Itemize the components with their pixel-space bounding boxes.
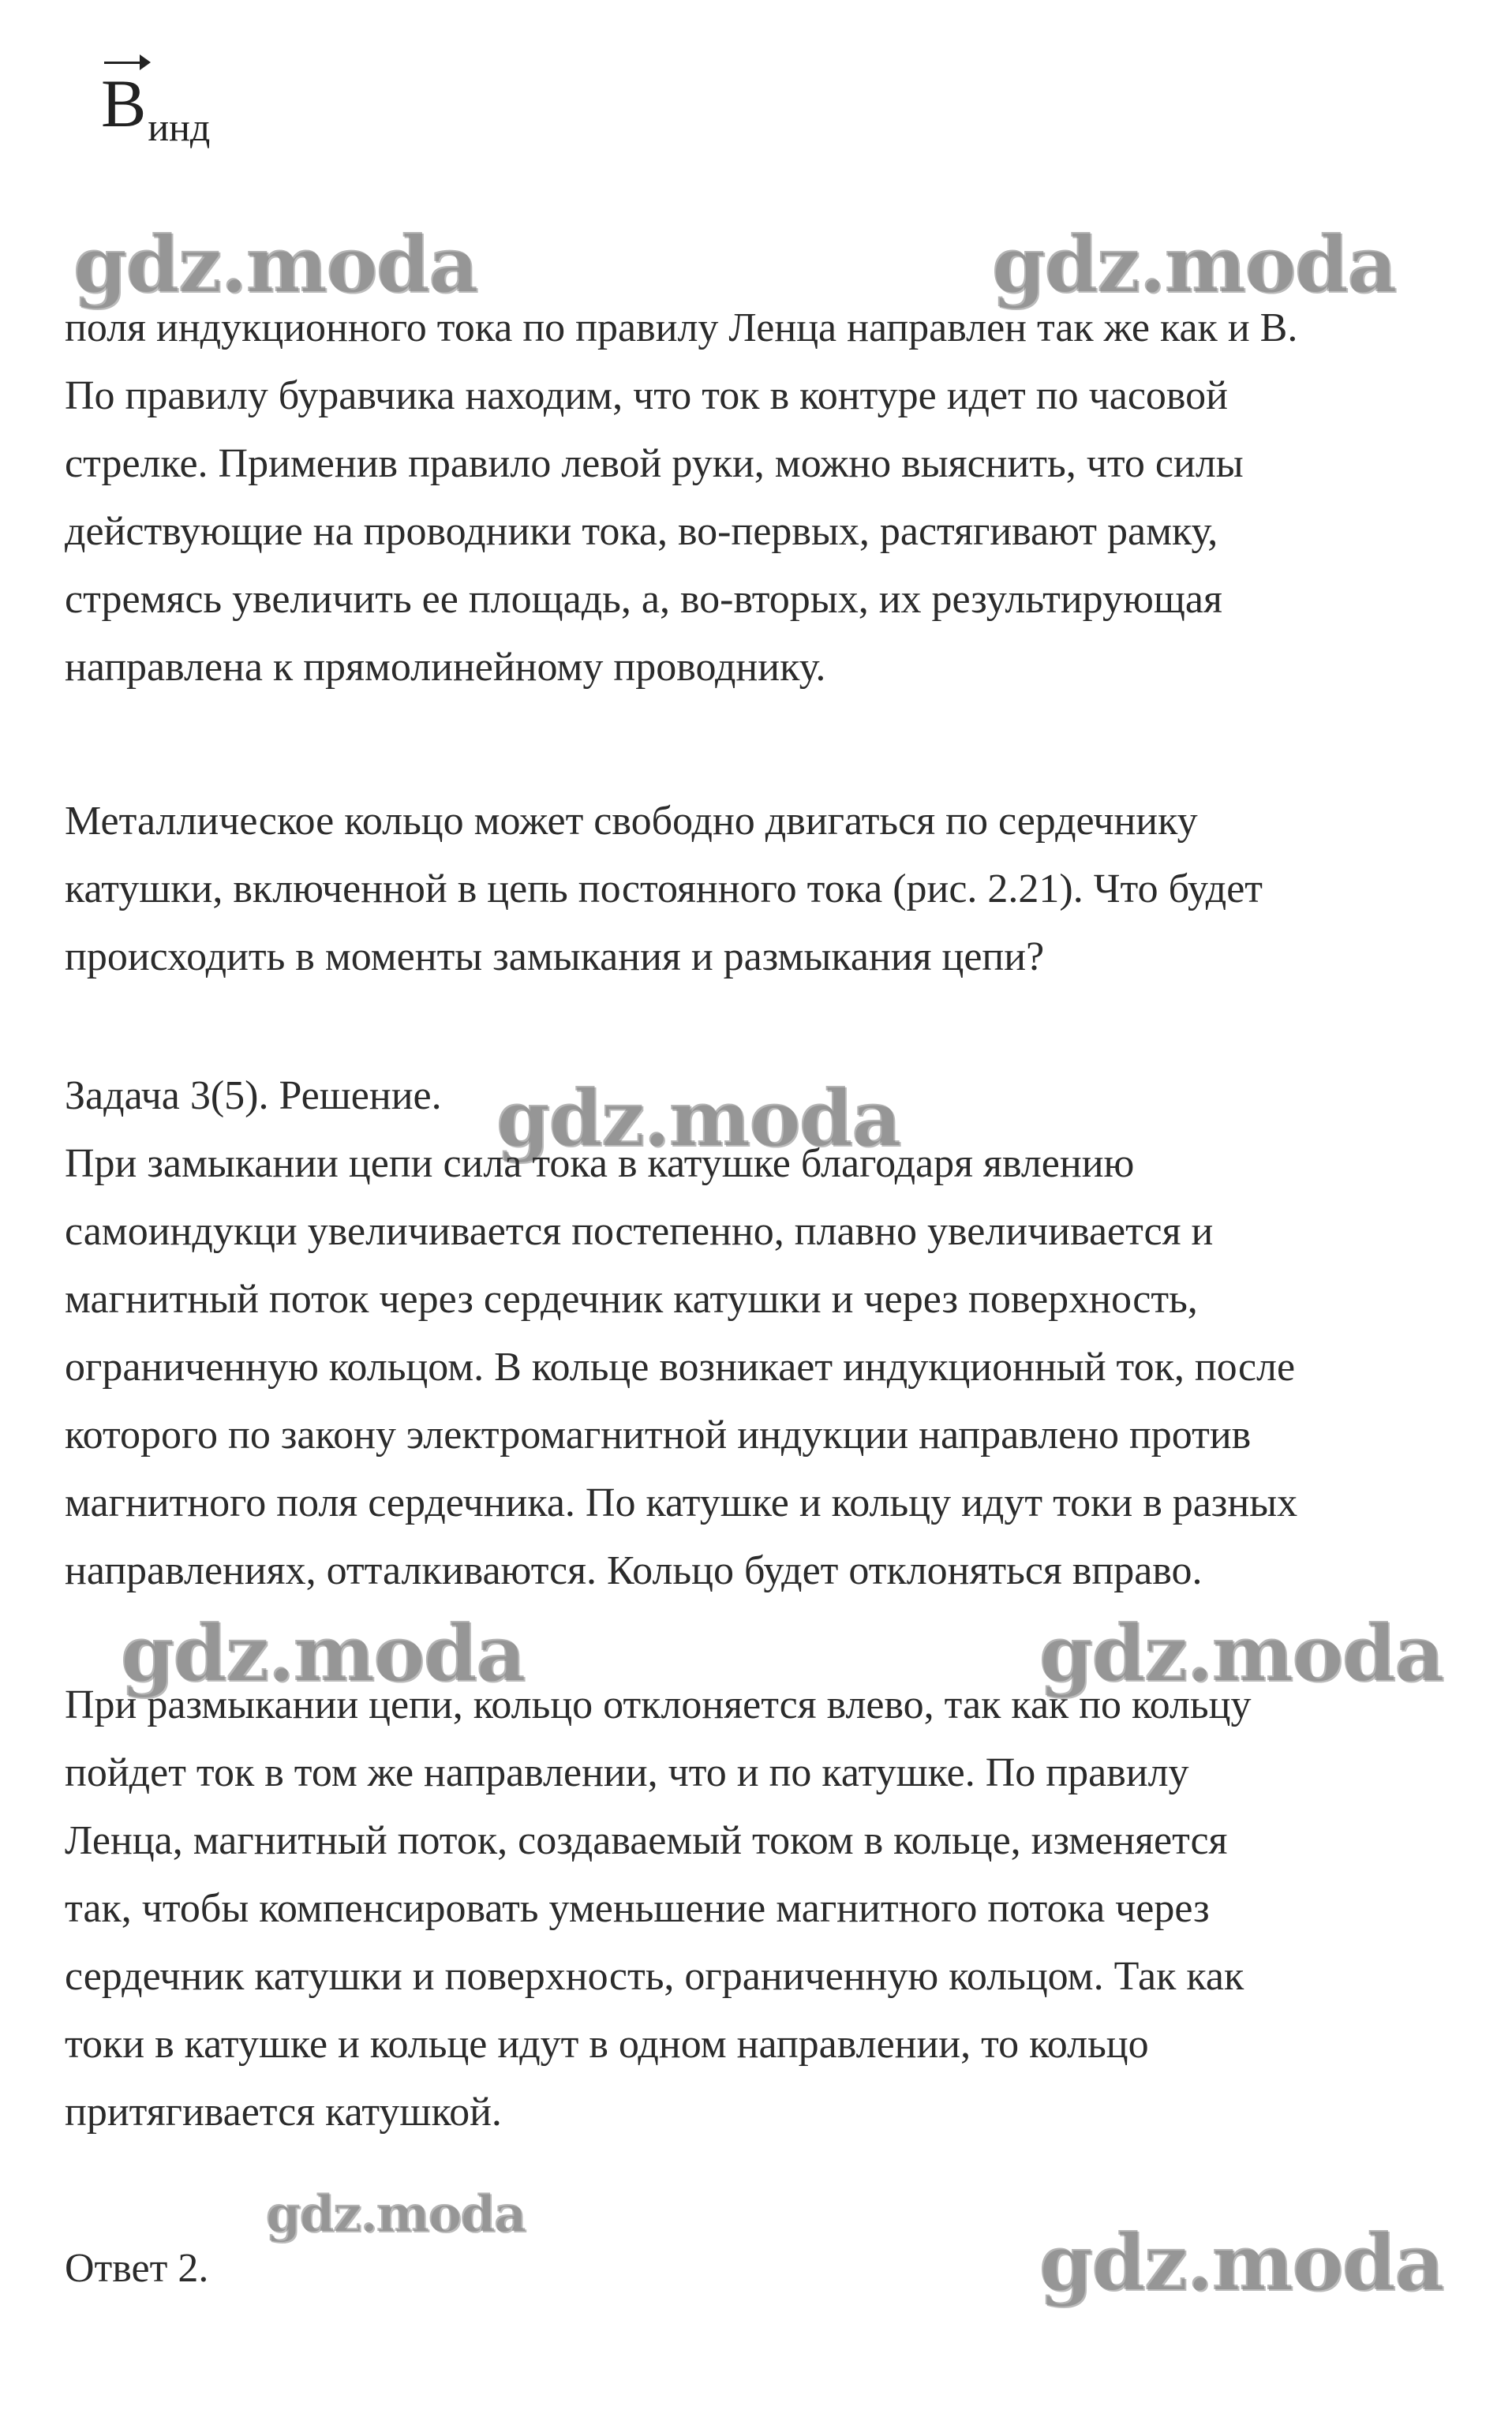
text-line: действующие на проводники тока, во-первых, растягивают рамку, (65, 509, 1218, 554)
watermark: gdz.moda (496, 1073, 900, 1164)
watermark: gdz.moda (73, 219, 477, 310)
text-line: притягивается катушкой. (65, 2090, 502, 2135)
vector-b-ind-formula (101, 65, 211, 149)
text-line: токи в катушке и кольце идут в одном направлении, то кольцо (65, 2022, 1149, 2067)
text-line: происходить в моменты замыкания и размыкания цепи? (65, 934, 1045, 979)
paragraph-task-statement (65, 788, 1469, 991)
watermark: gdz.moda (1039, 1608, 1443, 1699)
paragraph-closing-circuit (65, 1062, 1469, 1605)
text-line: магнитный поток через сердечник катушки и через поверхность, (65, 1277, 1198, 1322)
text-line: При замыкании цепи сила тока в катушке благодаря явлению (65, 1141, 1135, 1186)
text-line: которого по закону электромагнитной индукции направлено против (65, 1413, 1252, 1458)
task-label: Задача 3(5). Решение. (65, 1073, 442, 1118)
watermark: gdz.moda (120, 1608, 524, 1699)
text-line: направлена к прямолинейному проводнику. (65, 645, 826, 690)
text-line: При размыкании цепи, кольцо отклоняется влево, так как по кольцу (65, 1682, 1252, 1727)
text-line: стремясь увеличить ее площадь, а, во-вторых, их результирующая (65, 577, 1222, 622)
vector-b-symbol: B (101, 65, 147, 141)
watermark: gdz.moda (1039, 2217, 1443, 2308)
text-line: пойдет ток в том же направлении, что и по катушке. По правилу (65, 1750, 1189, 1795)
paragraph-lenz-rule (65, 294, 1469, 702)
formula-subscript: инд (148, 104, 211, 149)
text-line: катушки, включенной в цепь постоянного тока (рис. 2.21). Что будет (65, 866, 1263, 911)
text-line: Металлическое кольцо может свободно двигаться по сердечнику (65, 799, 1198, 844)
text-line: сердечник катушки и поверхность, ограниченную кольцом. Так как (65, 1954, 1244, 1999)
text-line: поля индукционного тока по правилу Ленца направлен так же как и B. (65, 305, 1298, 350)
text-line: Ленца, магнитный поток, создаваемый током в кольце, изменяется (65, 1818, 1228, 1863)
text-line: направлениях, отталкиваются. Кольцо будет отклоняться вправо. (65, 1548, 1203, 1593)
text-line: ограниченную кольцом. В кольце возникает индукционный ток, после (65, 1345, 1296, 1390)
watermark: gdz.moda (265, 2184, 525, 2243)
text-line: так, чтобы компенсировать уменьшение магнитного потока через (65, 1886, 1210, 1931)
watermark: gdz.moda (991, 219, 1395, 310)
text-line: стрелке. Применив правило левой руки, можно выяснить, что силы (65, 441, 1244, 486)
paragraph-opening-circuit (65, 1671, 1469, 2146)
text-line: самоиндукци увеличивается постепенно, плавно увеличивается и (65, 1209, 1214, 1254)
text-line: магнитного поля сердечника. По катушке и кольцу идут токи в разных (65, 1480, 1298, 1525)
answer-line: Ответ 2. (65, 2246, 209, 2291)
text-line: По правилу буравчика находим, что ток в контуре идет по часовой (65, 373, 1228, 418)
